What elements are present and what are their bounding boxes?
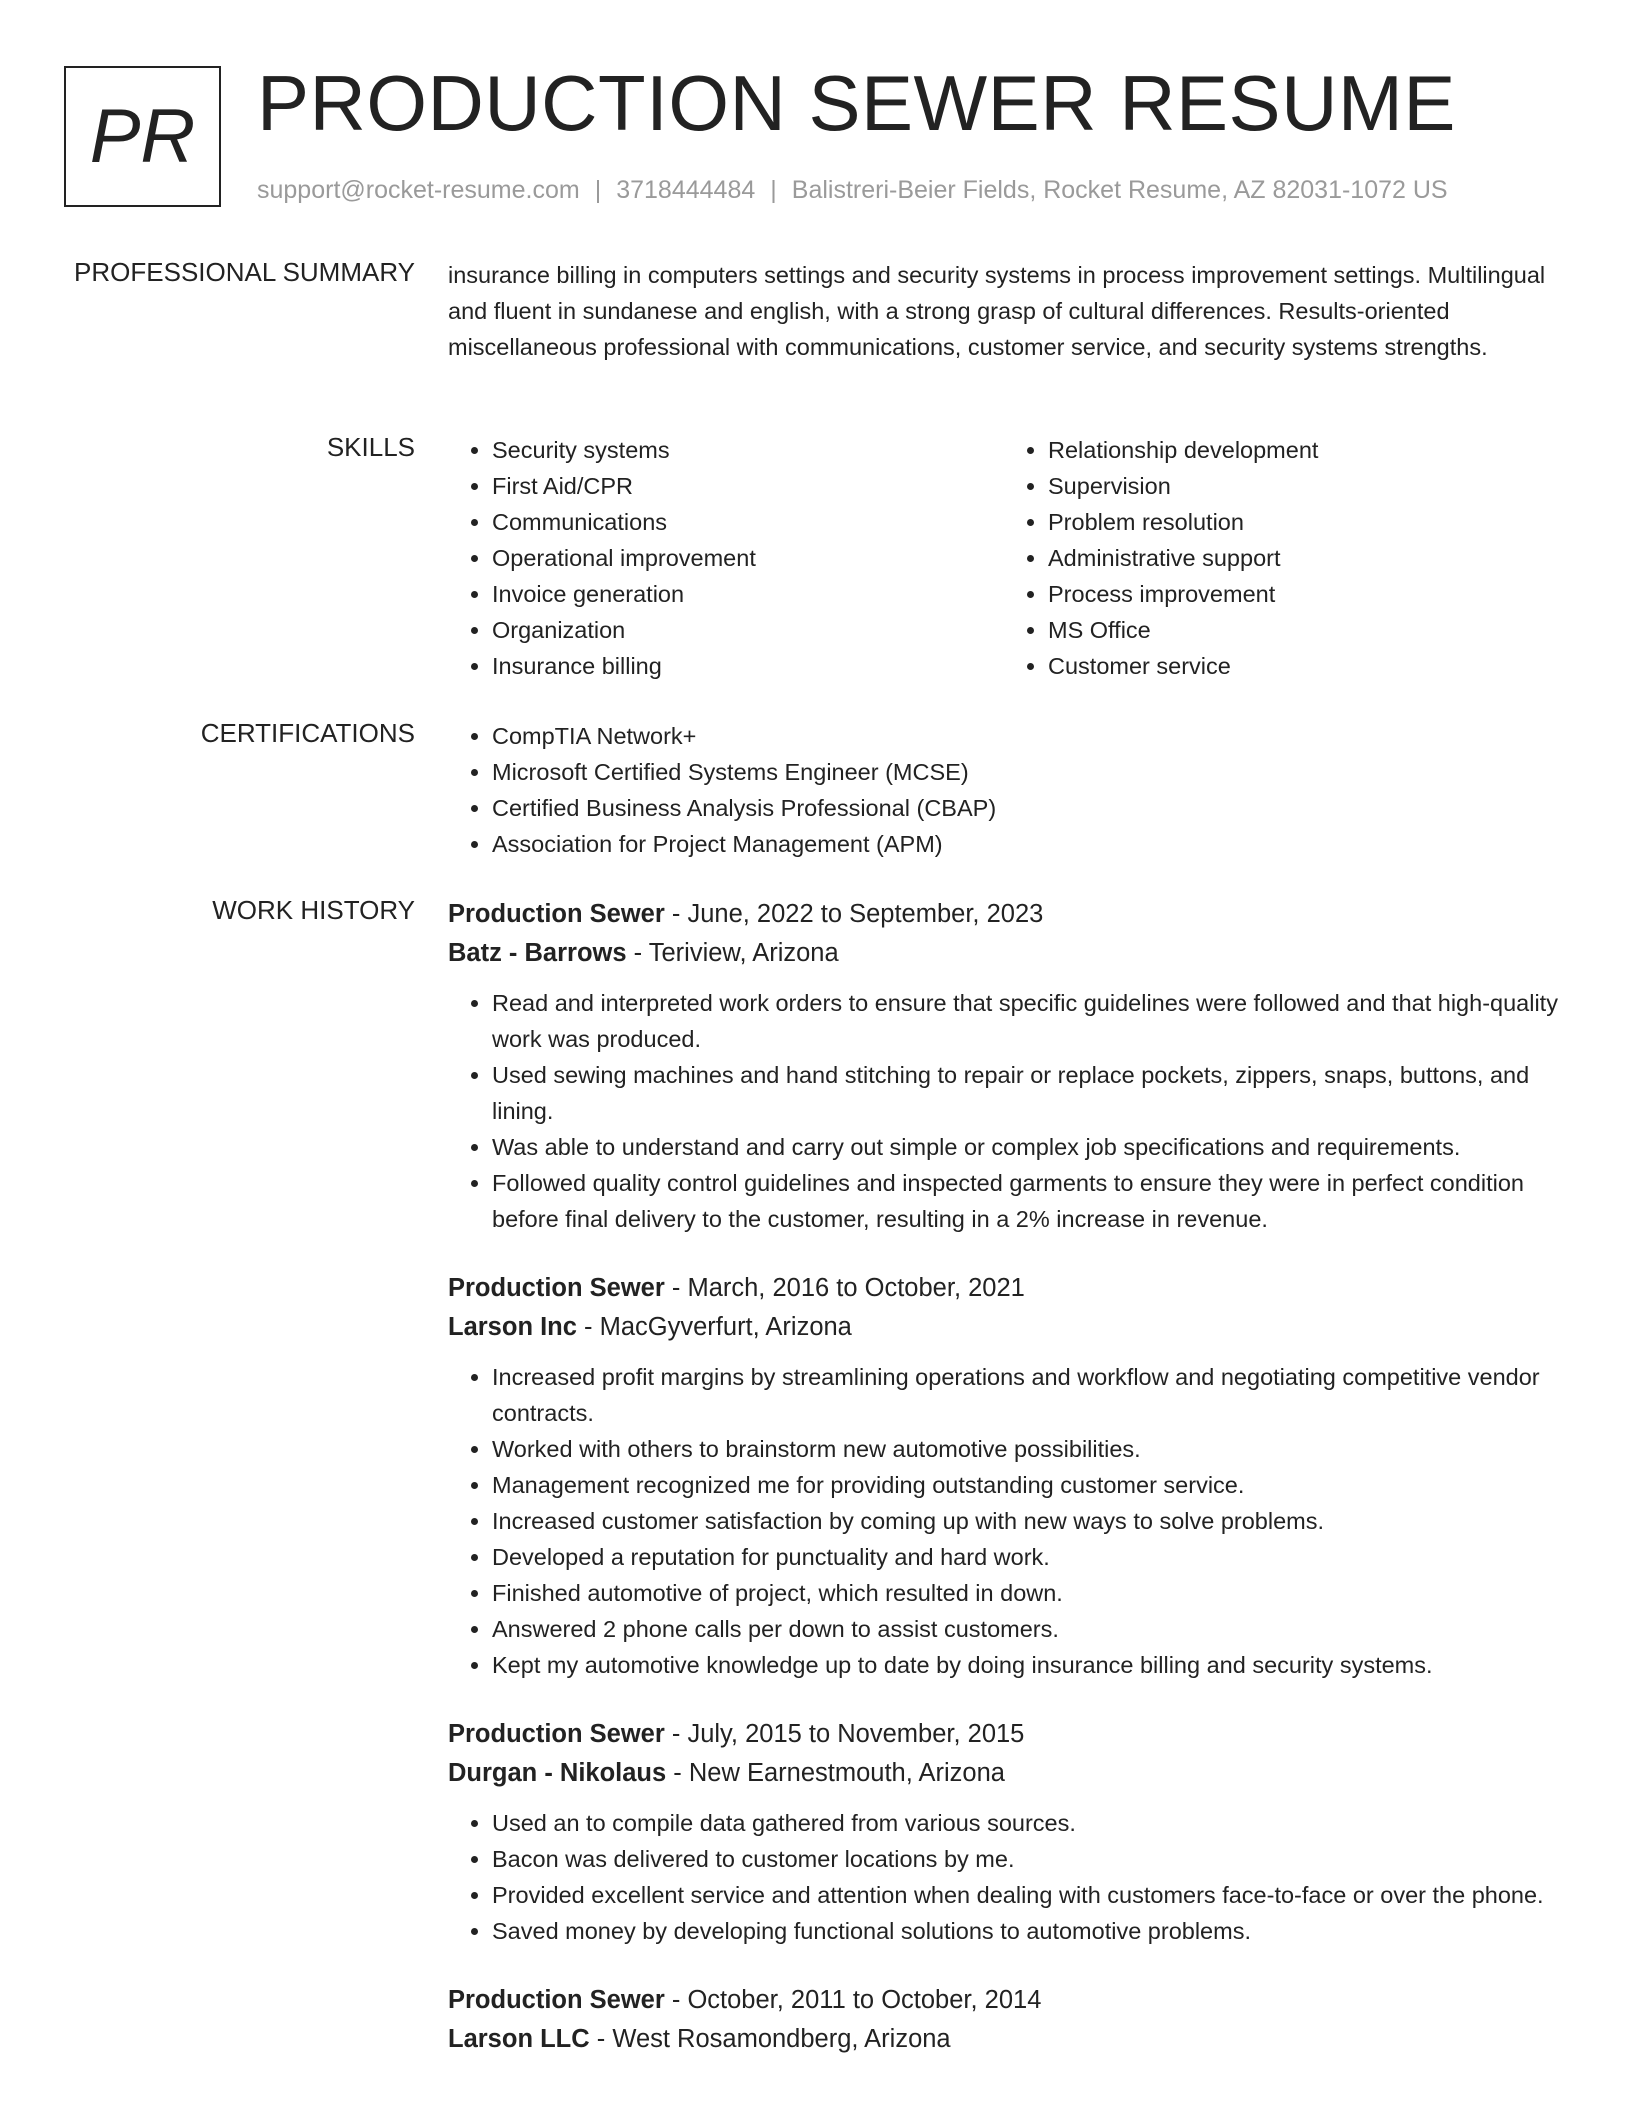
skill-item: • Process improvement xyxy=(1048,576,1560,612)
job-bullet: • Finished automotive of project, which resulted in down. xyxy=(492,1575,1560,1611)
job-bullet: • Management recognized me for providing outstanding customer service. xyxy=(492,1467,1560,1503)
summary-heading: PROFESSIONAL SUMMARY xyxy=(74,257,415,287)
job-company: Durgan - Nikolaus xyxy=(448,1759,667,1787)
contact-line xyxy=(257,176,1448,205)
job-company: Larson LLC xyxy=(448,2025,590,2053)
skill-item: • Insurance billing xyxy=(492,648,1004,684)
job-entry xyxy=(448,1269,1560,1683)
certification-item: • Association for Project Management (APM) xyxy=(492,826,1560,862)
job-title: Production Sewer xyxy=(448,1720,665,1748)
skills-columns xyxy=(448,432,1560,684)
job-dates: - March, 2016 to October, 2021 xyxy=(664,1274,1025,1302)
job-bullet: • Used sewing machines and hand stitching to repair or replace pockets, zippers, snaps, buttons, and lining. xyxy=(492,1057,1560,1129)
contact-phone[interactable]: 3718444484 xyxy=(616,176,756,204)
job-title-line xyxy=(448,1715,1560,1753)
skill-item: • Customer service xyxy=(1048,648,1560,684)
job-entry xyxy=(448,1981,1560,2059)
summary-text: insurance billing in computers settings and security systems in process improvement settings. Multilingual and fluent in sundanese and english, with a strong grasp of cultural differences. Results-oriented miscellaneous professional with communications, customer service, and security systems strengths. xyxy=(448,262,1546,360)
job-title-line xyxy=(448,1981,1560,2019)
contact-separator: | xyxy=(594,176,602,204)
job-bullet: • Answered 2 phone calls per down to assist customers. xyxy=(492,1611,1560,1647)
skill-item: • Organization xyxy=(492,612,1004,648)
job-location: - MacGyverfurt, Arizona xyxy=(576,1313,852,1341)
job-bullet: • Worked with others to brainstorm new automotive possibilities. xyxy=(492,1431,1560,1467)
resume-title: PRODUCTION SEWER RESUME xyxy=(257,59,1456,147)
job-bullet: • Developed a reputation for punctuality and hard work. xyxy=(492,1539,1560,1575)
monogram-badge xyxy=(64,66,221,207)
skill-item: • Relationship development xyxy=(1048,432,1560,468)
job-title-line xyxy=(448,895,1560,933)
skill-item: • Supervision xyxy=(1048,468,1560,504)
job-bullet: • Followed quality control guidelines and inspected garments to ensure they were in perfect condition before final delivery to the customer, resulting in a 2% increase in revenue. xyxy=(492,1165,1560,1237)
skill-item: • Problem resolution xyxy=(1048,504,1560,540)
certification-item: • CompTIA Network+ xyxy=(492,718,1560,754)
job-company: Larson Inc xyxy=(448,1313,577,1341)
job-company-line xyxy=(448,933,1560,973)
job-bullet: • Bacon was delivered to customer locations by me. xyxy=(492,1841,1560,1877)
job-bullet: • Increased customer satisfaction by coming up with new ways to solve problems. xyxy=(492,1503,1560,1539)
job-company-line xyxy=(448,1307,1560,1347)
skill-item: • Operational improvement xyxy=(492,540,1004,576)
job-title: Production Sewer xyxy=(448,1274,665,1302)
monogram-initials: PR xyxy=(89,94,196,179)
certification-item: • Certified Business Analysis Professional (CBAP) xyxy=(492,790,1560,826)
skill-item: • Security systems xyxy=(492,432,1004,468)
contact-email[interactable]: support@rocket-resume.com xyxy=(257,176,580,204)
certifications-body xyxy=(448,718,1560,862)
skills-list-left xyxy=(448,432,1004,684)
job-bullet: • Kept my automotive knowledge up to date by doing insurance billing and security systems. xyxy=(492,1647,1560,1683)
skill-item: • Communications xyxy=(492,504,1004,540)
job-dates: - October, 2011 to October, 2014 xyxy=(664,1986,1042,2014)
job-bullet: • Was able to understand and carry out simple or complex job specifications and requirements. xyxy=(492,1129,1560,1165)
job-dates: - July, 2015 to November, 2015 xyxy=(664,1720,1025,1748)
skills-heading: SKILLS xyxy=(326,432,415,462)
work-history-body xyxy=(448,895,1560,2091)
job-location: - New Earnestmouth, Arizona xyxy=(666,1759,1005,1787)
job-location: - Teriview, Arizona xyxy=(626,939,839,967)
job-dates: - June, 2022 to September, 2023 xyxy=(664,900,1044,928)
skill-item: • Invoice generation xyxy=(492,576,1004,612)
job-bullets xyxy=(448,1805,1560,1949)
job-bullet: • Used an to compile data gathered from various sources. xyxy=(492,1805,1560,1841)
work-history-heading: WORK HISTORY xyxy=(212,895,415,925)
skill-item: • MS Office xyxy=(1048,612,1560,648)
job-bullets xyxy=(448,985,1560,1237)
job-company-line xyxy=(448,2019,1560,2059)
certifications-list xyxy=(448,718,1560,862)
job-entry xyxy=(448,1715,1560,1949)
job-bullet: • Read and interpreted work orders to ensure that specific guidelines were followed and that high-quality work was produced. xyxy=(492,985,1560,1057)
skill-item: • Administrative support xyxy=(1048,540,1560,576)
job-bullet: • Provided excellent service and attention when dealing with customers face-to-face or over the phone. xyxy=(492,1877,1560,1913)
job-title: Production Sewer xyxy=(448,1986,665,2014)
certifications-heading: CERTIFICATIONS xyxy=(200,718,415,748)
job-bullet: • Saved money by developing functional solutions to automotive problems. xyxy=(492,1913,1560,1949)
skill-item: • First Aid/CPR xyxy=(492,468,1004,504)
job-company-line xyxy=(448,1753,1560,1793)
contact-separator: | xyxy=(770,176,777,204)
job-title-line xyxy=(448,1269,1560,1307)
job-title: Production Sewer xyxy=(448,900,665,928)
job-bullet: • Increased profit margins by streamlining operations and workflow and negotiating competitive vendor contracts. xyxy=(492,1359,1560,1431)
job-bullets xyxy=(448,1359,1560,1683)
skills-list-right xyxy=(1004,432,1560,684)
job-company: Batz - Barrows xyxy=(448,939,627,967)
job-location: - West Rosamondberg, Arizona xyxy=(589,2025,951,2053)
certification-item: • Microsoft Certified Systems Engineer (MCSE) xyxy=(492,754,1560,790)
job-entry xyxy=(448,895,1560,1237)
contact-address: Balistreri-Beier Fields, Rocket Resume, AZ 82031-1072 US xyxy=(791,176,1448,204)
